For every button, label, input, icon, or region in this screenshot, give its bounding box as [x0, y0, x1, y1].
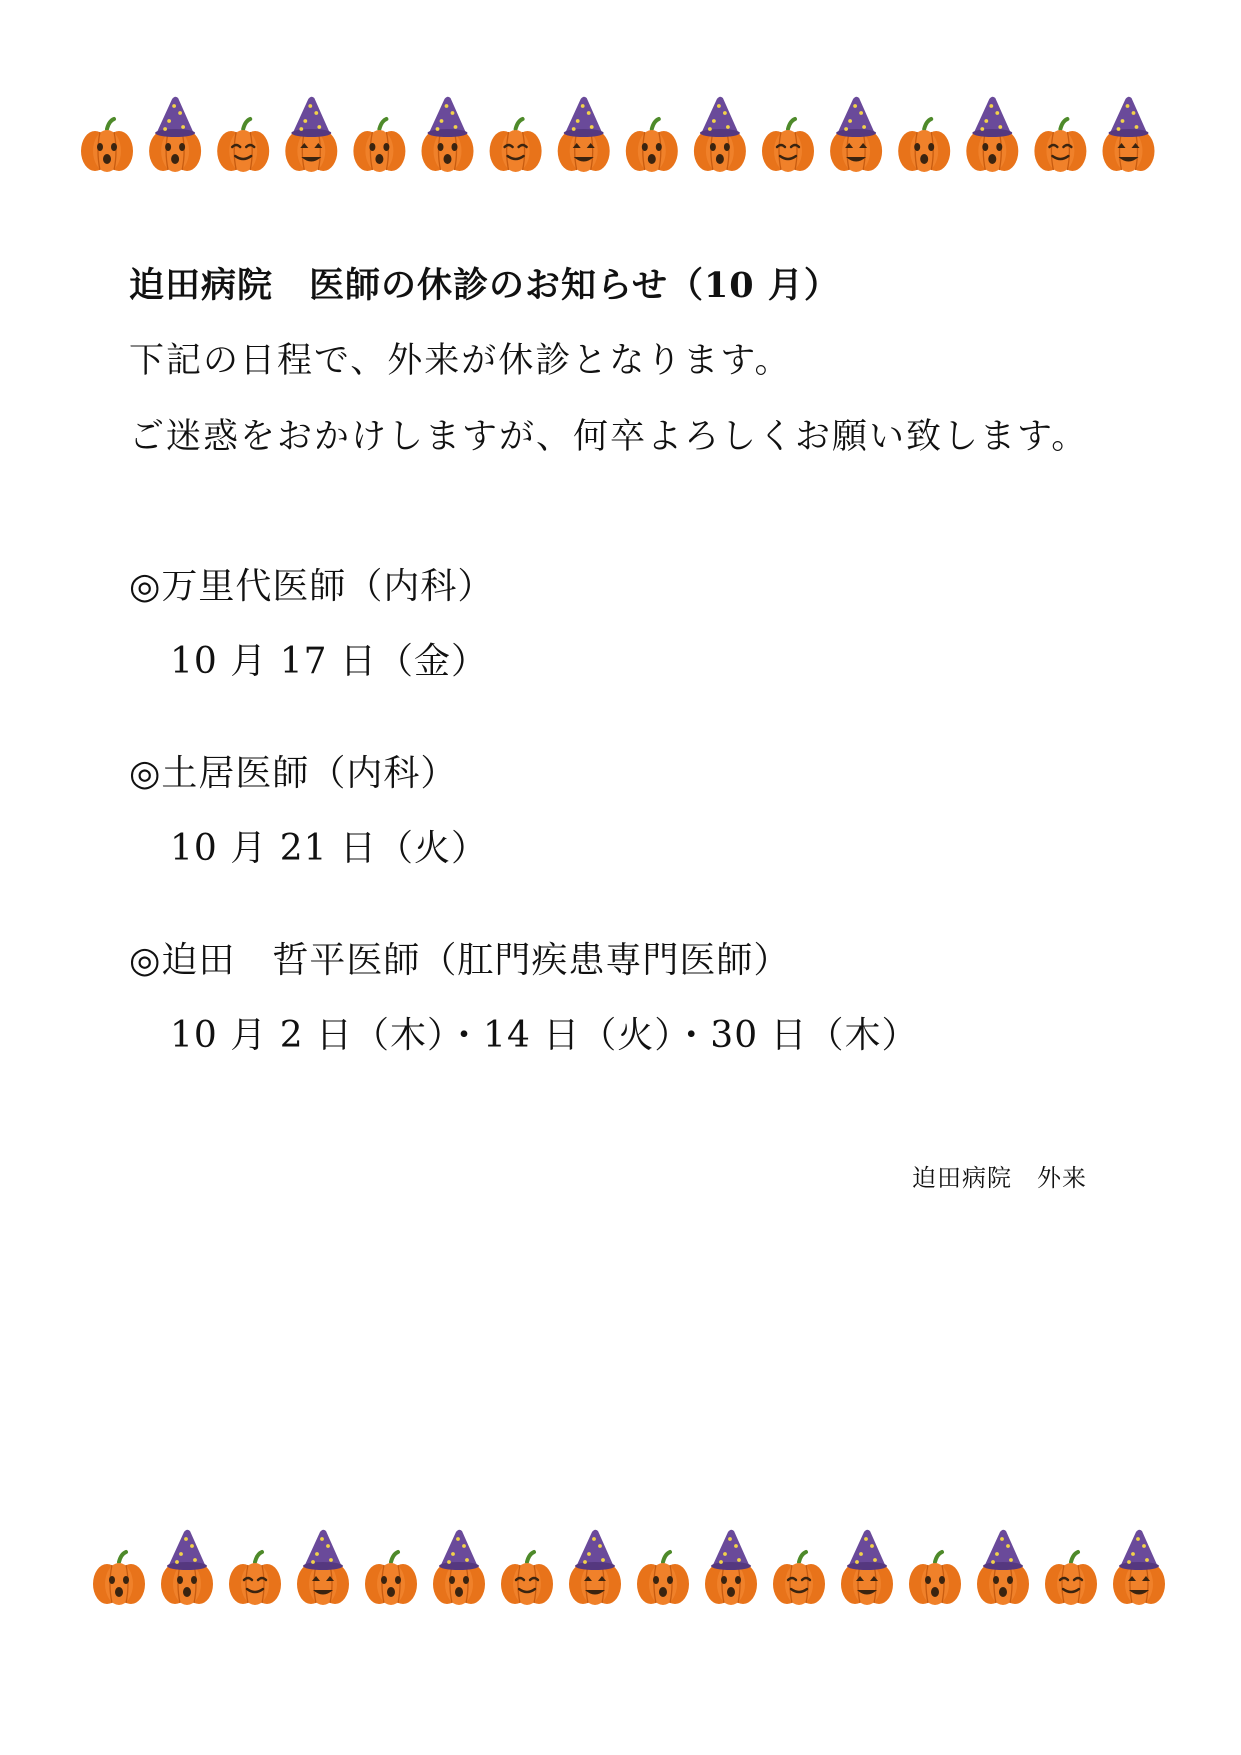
pumpkin-icon	[830, 97, 882, 172]
doctor-1-name: ◎万里代医師（内科）	[129, 566, 495, 607]
pumpkin-icon	[1045, 1552, 1097, 1605]
pumpkin-icon	[841, 1530, 893, 1605]
pumpkin-icon	[501, 1552, 553, 1605]
doctor-3-name: ◎迫田 哲平医師（肛門疾患専門医師）	[129, 940, 791, 981]
doctor-3-dates: 10 月 2 日（木）・14 日（火）・30 日（木）	[170, 1015, 919, 1056]
pumpkin-icon	[1103, 97, 1155, 172]
pumpkin-icon	[433, 1530, 485, 1605]
intro-line-1: 下記の日程で、外来が休診となります。	[129, 341, 792, 381]
notice-title: 迫田病院 医師の休診のお知らせ（10 月）	[129, 265, 840, 306]
pumpkin-icon	[149, 97, 201, 172]
doctor-1-dates: 10 月 17 日（金）	[170, 641, 488, 682]
pumpkin-icon	[558, 97, 610, 172]
pumpkin-icon	[637, 1552, 689, 1605]
pumpkin-icon	[161, 1530, 213, 1605]
top-pumpkin-border	[0, 95, 1241, 175]
doctor-2-dates: 10 月 21 日（火）	[170, 828, 488, 869]
pumpkin-icon	[694, 97, 746, 172]
pumpkin-icon	[1113, 1530, 1165, 1605]
pumpkin-icon	[977, 1530, 1029, 1605]
pumpkin-icon	[93, 1552, 145, 1605]
pumpkin-strip	[0, 1528, 1241, 1608]
pumpkin-icon	[297, 1530, 349, 1605]
pumpkin-icon	[626, 119, 678, 172]
pumpkin-strip	[0, 95, 1241, 175]
pumpkin-icon	[898, 119, 950, 172]
pumpkin-icon	[705, 1530, 757, 1605]
pumpkin-icon	[353, 119, 405, 172]
pumpkin-icon	[773, 1552, 825, 1605]
pumpkin-icon	[422, 97, 474, 172]
pumpkin-icon	[229, 1552, 281, 1605]
pumpkin-icon	[490, 119, 542, 172]
pumpkin-icon	[909, 1552, 961, 1605]
pumpkin-icon	[569, 1530, 621, 1605]
pumpkin-icon	[217, 119, 269, 172]
pumpkin-icon	[966, 97, 1018, 172]
pumpkin-icon	[285, 97, 337, 172]
pumpkin-icon	[81, 119, 133, 172]
signature: 迫田病院 外来	[912, 1164, 1087, 1192]
pumpkin-icon	[762, 119, 814, 172]
pumpkin-icon	[1034, 119, 1086, 172]
intro-line-2: ご迷惑をおかけしますが、何卒よろしくお願い致します。	[129, 417, 1089, 457]
bottom-pumpkin-border	[0, 1528, 1241, 1608]
doctor-2-name: ◎土居医師（内科）	[129, 753, 458, 794]
pumpkin-icon	[365, 1552, 417, 1605]
